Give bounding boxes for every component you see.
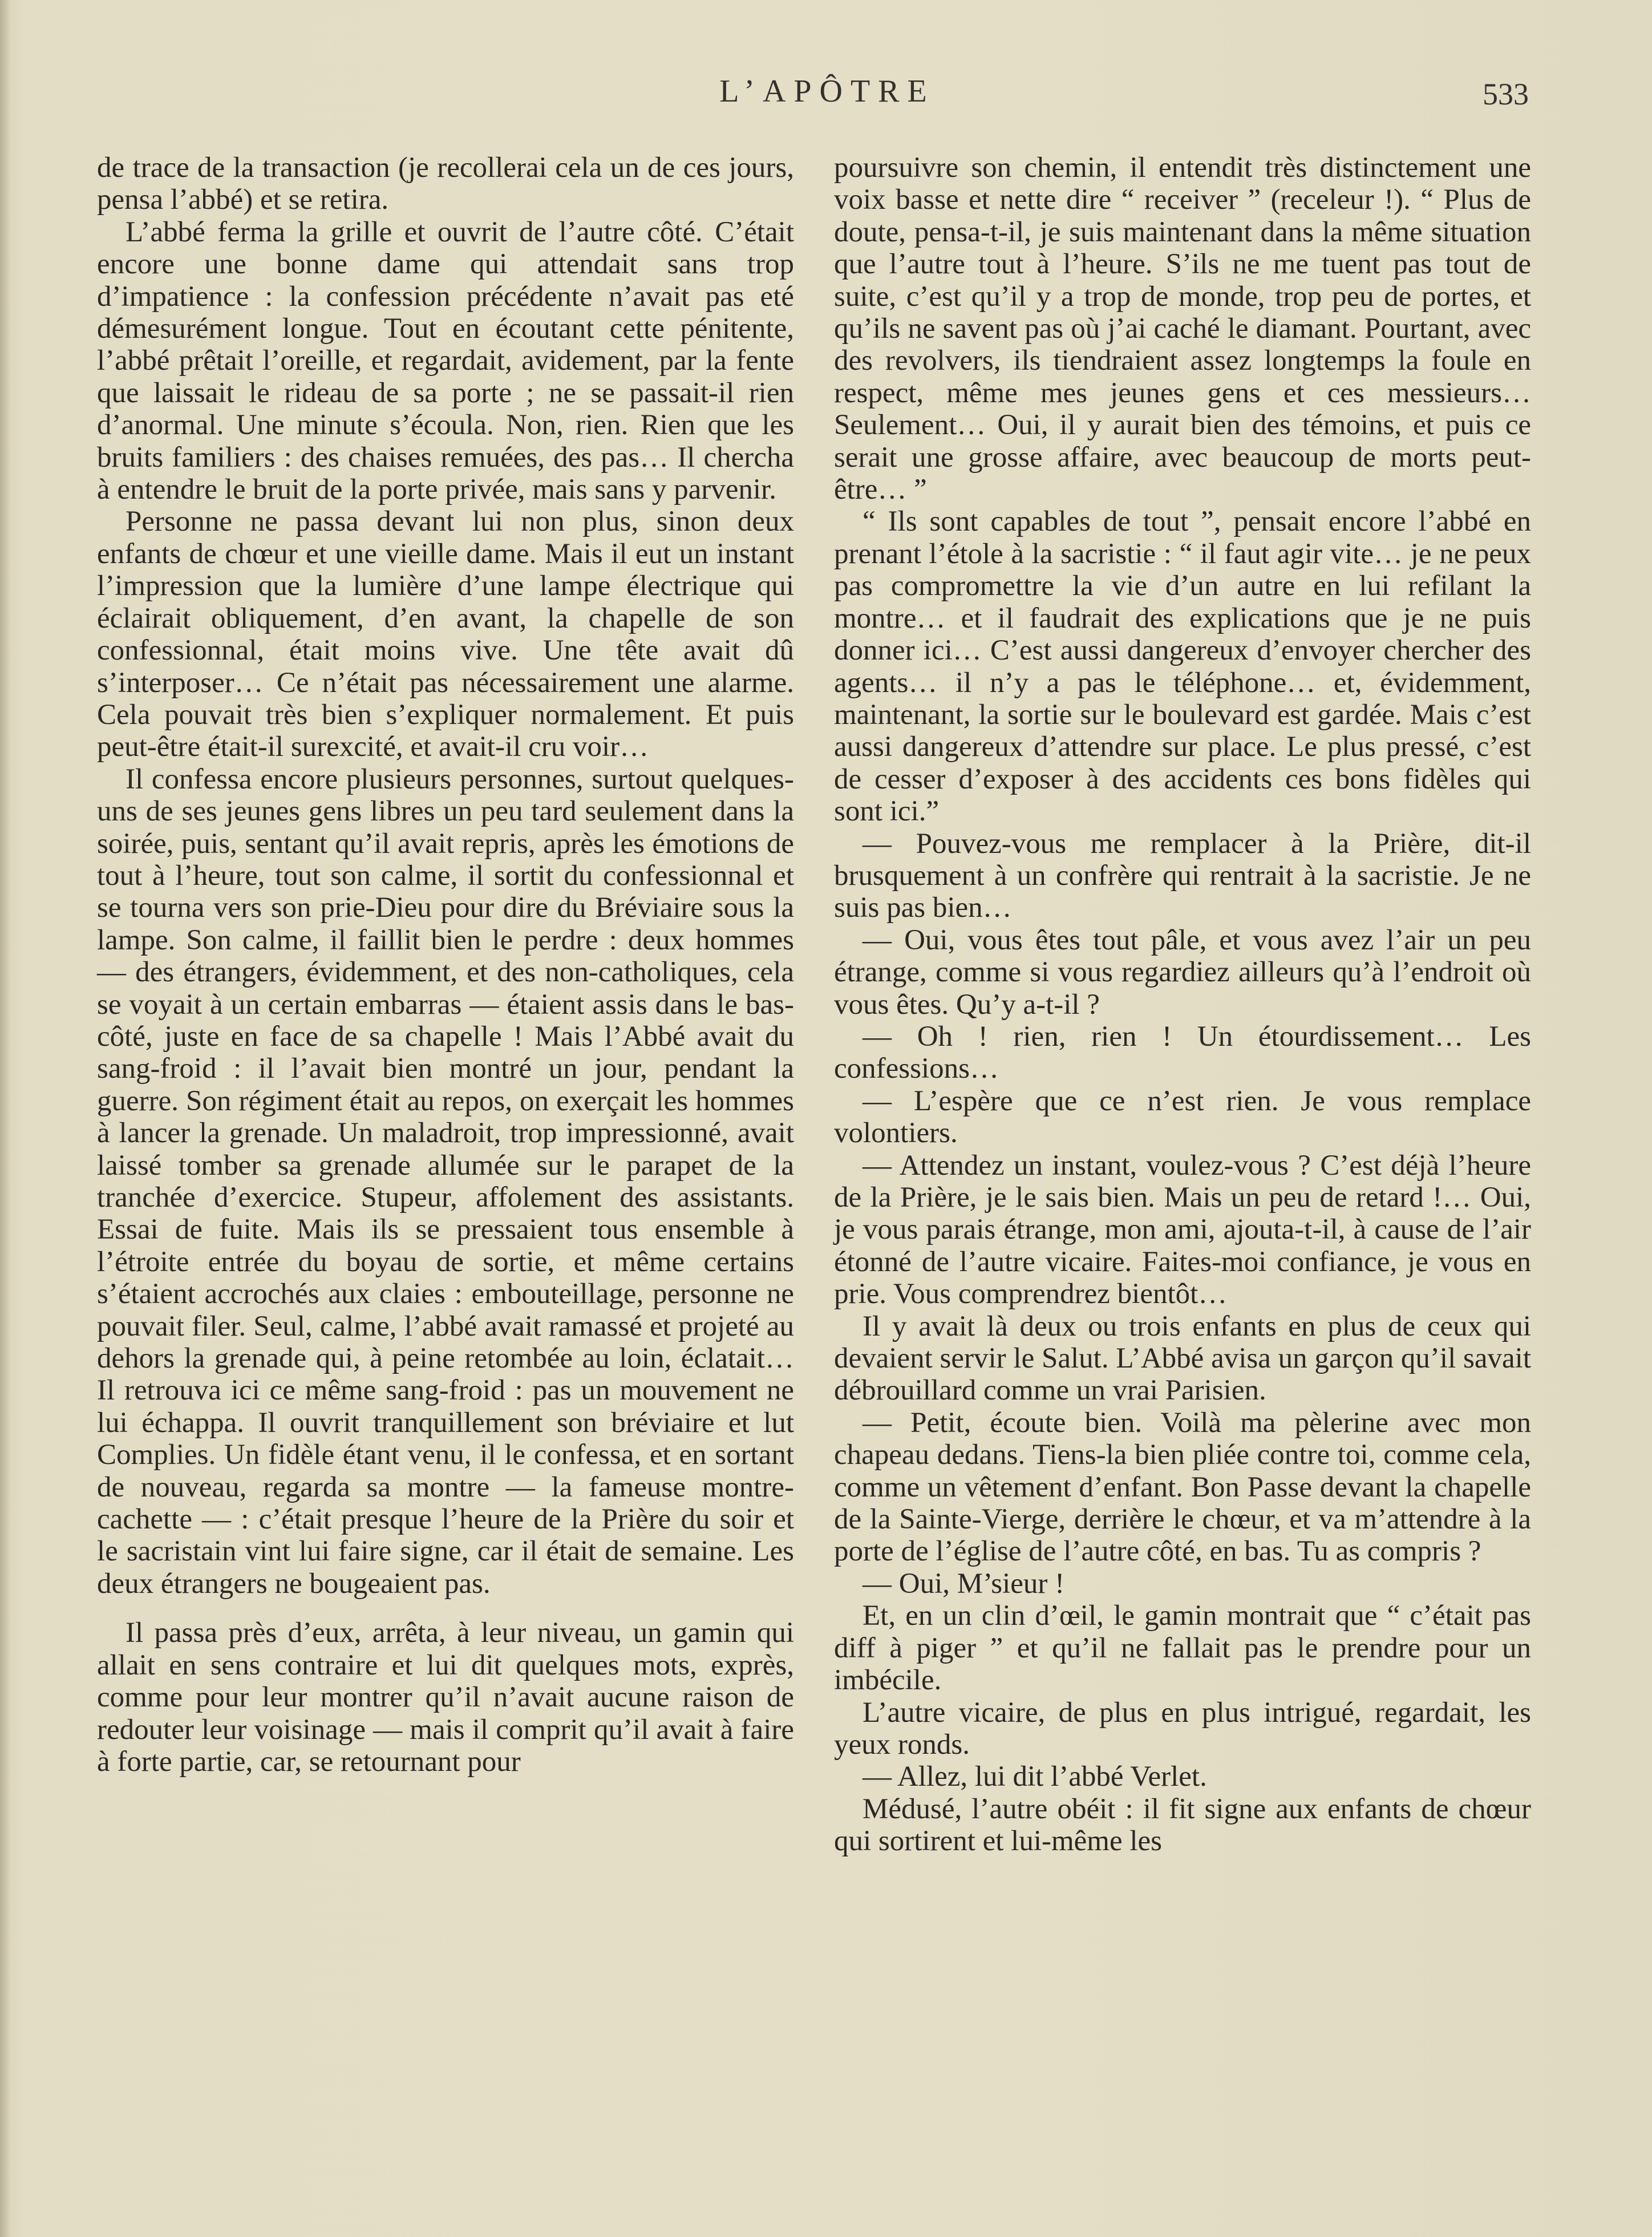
dialogue-line: — Oui, vous êtes tout pâle, et vous avez l’air un peu étrange, comme si vous regardiez ailleurs qu’à l’endroit où vous êtes. Qu’y a-t-il ? bbox=[834, 924, 1531, 1021]
paragraph: “ Ils sont capables de tout ”, pensait encore l’abbé en prenant l’étole à la sacristie : “ il faut agir vite… je ne peux pas compromettre la vie d’un autre en lui refilant la montre… et il faudrait des explications que je ne puis donner ici… C’est aussi dangereux d’envoyer chercher des agents… il n’y a pas le téléphone… et, évidemment, maintenant, la sortie sur le boulevard est gardée. Mais c’est aussi dangereux d’attendre sur place. Le plus pressé, c’est de cesser d’exposer à des accidents ces bons fidèles qui sont ici.” bbox=[834, 505, 1531, 828]
paragraph: L’abbé ferma la grille et ouvrit de l’autre côté. C’était encore une bonne dame qui attendait sans trop d’impatience : la confession précédente n’avait pas eté démesurément longue. Tout en écoutant cette pénitente, l’abbé prêtait l’oreille, et regardait, avidement, par la fente que laissait le rideau de sa porte ; ne se passait-il rien d’anormal. Une minute s’écoula. Non, rien. Rien que les bruits familiers : des chaises remuées, des pas… Il chercha à entendre le bruit de la porte privée, mais sans y parvenir. bbox=[97, 216, 794, 506]
binding-shadow bbox=[0, 0, 10, 2237]
dialogue-line: — Attendez un instant, voulez-vous ? C’est déjà l’heure de la Prière, je le sais bien. Mais un peu de retard !… Oui, je vous parais étrange, mon ami, ajouta-t-il, à cause de l’air étonné de l’autre vicaire. Faites-moi confiance, je vous en prie. Vous comprendrez bientôt… bbox=[834, 1149, 1531, 1310]
left-text-column bbox=[97, 152, 794, 1778]
page-number: 533 bbox=[1483, 77, 1529, 111]
paragraph: poursuivre son chemin, il entendit très distinctement une voix basse et nette dire “ receiver ” (receleur !). “ Plus de doute, pensa-t-il, je suis maintenant dans la même situation que l’autre tout à l’heure. S’ils ne me tuent pas tout de suite, c’est qu’il y a trop de monde, trop peu de portes, et qu’ils ne savent pas où j’ai caché le diamant. Pourtant, avec des revolvers, ils tiendraient assez longtemps la foule en respect, même mes jeunes gens et ces messieurs… Seulement… Oui, il y aurait bien des témoins, et puis ce serait une grosse affaire, avec beaucoup de morts peut-être… ” bbox=[834, 152, 1531, 506]
paragraph: L’autre vicaire, de plus en plus intrigué, regardait, les yeux ronds. bbox=[834, 1696, 1531, 1761]
paragraph: Personne ne passa devant lui non plus, sinon deux enfants de chœur et une vieille dame. Mais il eut un instant l’impression que la lumière d’une lampe électrique qui éclairait obliquement, d’en avant, la chapelle de son confessionnal, était moins vive. Une tête avait dû s’interposer… Ce n’était pas nécessairement une alarme. Cela pouvait très bien s’expliquer normalement. Et puis peut-être était-il surexcité, et avait-il cru voir… bbox=[97, 505, 794, 763]
paragraph: de trace de la transaction (je recollerai cela un de ces jours, pensa l’abbé) et se retira. bbox=[97, 152, 794, 216]
dialogue-line: — Allez, lui dit l’abbé Verlet. bbox=[863, 1761, 1207, 1793]
right-text-column bbox=[834, 152, 1531, 1858]
paragraph: Médusé, l’autre obéit : il fit signe aux enfants de chœur qui sortirent et lui-même les bbox=[834, 1793, 1531, 1858]
dialogue-line: — Oh ! rien, rien ! Un étourdissement… Les confessions… bbox=[834, 1020, 1531, 1085]
paragraph: Et, en un clin d’œil, le gamin montrait que “ c’était pas diff à piger ” et qu’il ne fallait pas le prendre pour un imbécile. bbox=[834, 1600, 1531, 1697]
dialogue-line: — Petit, écoute bien. Voilà ma pèlerine avec mon chapeau dedans. Tiens-la bien pliée contre toi, comme cela, comme un vêtement d’enfant. Bon Passe devant la chapelle de la Sainte-Vierge, derrière le chœur, et va m’attendre à la porte de l’église de l’autre côté, en bas. Tu as compris ? bbox=[834, 1406, 1531, 1568]
paragraph: Il confessa encore plusieurs personnes, surtout quelques-uns de ses jeunes gens libres un peu tard seulement dans la soirée, puis, sentant qu’il avait repris, après les émotions de tout à l’heure, tout son calme, il sortit du confessionnal et se tourna vers son prie-Dieu pour dire du Bréviaire sous la lampe. Son calme, il faillit bien le perdre : deux hommes — des étrangers, évidemment, et des non-catholiques, cela se voyait à un certain embarras — étaient assis dans le bas-côté, juste en face de sa chapelle ! Mais l’Abbé avait du sang-froid : il l’avait bien montré un jour, pendant la guerre. Son régiment était au repos, on exerçait les hommes à lancer la grenade. Un maladroit, trop impressionné, avait laissé tomber sa grenade allumée sur le parapet de la tranchée d’exercice. Stupeur, affolement des assistants. Essai de fuite. Mais ils se pressaient tous ensemble à l’étroite entrée du boyau de sortie, et même certains s’étaient accrochés aux claies : embouteillage, personne ne pouvait filer. Seul, calme, l’abbé avait ramassé et projeté au dehors la grenade qui, à peine retombée au loin, éclatait… Il retrouva ici ce même sang-froid : pas un mouvement ne lui échappa. Il ouvrit tranquillement son bréviaire et lut Complies. Un fidèle étant venu, il le confessa, et en sortant de nouveau, regarda sa montre — la fameuse montre-cachette — : c’était presque l’heure de la Prière du soir et le sacristain vint lui faire signe, car il était de semaine. Les deux étrangers ne bougeaient pas. bbox=[97, 763, 794, 1600]
dialogue-line: — Pouvez-vous me remplacer à la Prière, dit-il brusquement à un confrère qui rentrait à la sacristie. Je ne suis pas bien… bbox=[834, 827, 1531, 924]
running-title: L’APÔTRE bbox=[719, 74, 935, 109]
paragraph: Il passa près d’eux, arrêta, à leur niveau, un gamin qui allait en sens contraire et lui dit quelques mots, exprès, comme pour leur montrer qu’il n’avait aucune raison de redouter leur voisinage — mais il comprit qu’il avait à faire à forte partie, car, se retournant pour bbox=[97, 1617, 794, 1778]
dialogue-line: — Oui, M’sieur ! bbox=[863, 1567, 1065, 1600]
paragraph: Il y avait là deux ou trois enfants en plus de ceux qui devaient servir le Salut. L’Abbé avisa un garçon qu’il savait débrouillard comme un vrai Parisien. bbox=[834, 1310, 1531, 1407]
dialogue-line: — L’espère que ce n’est rien. Je vous remplace volontiers. bbox=[834, 1085, 1531, 1150]
